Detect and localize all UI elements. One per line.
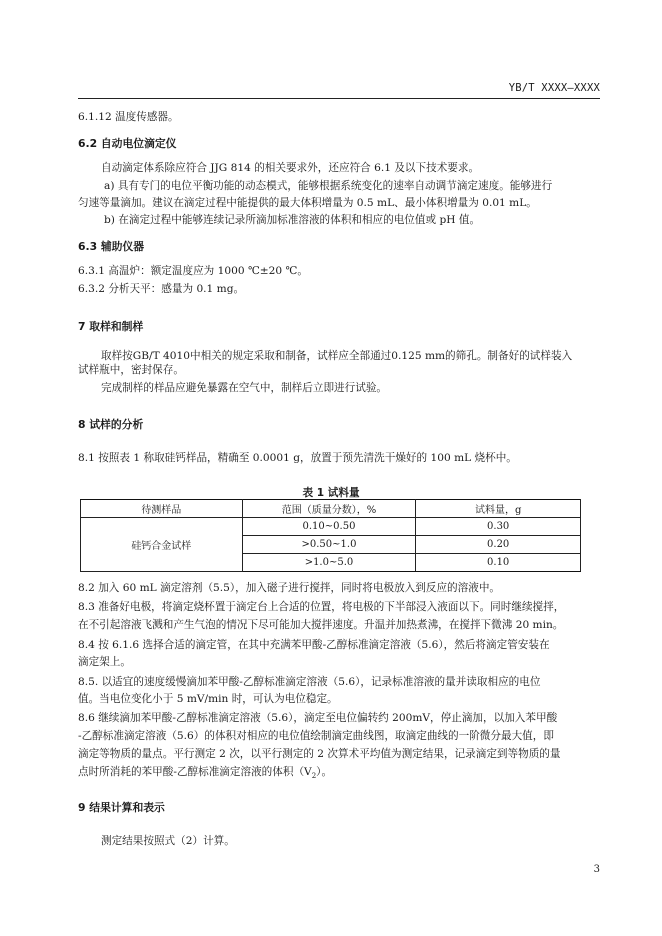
table-row (81, 518, 581, 536)
table-cell-range: >0.50~1.0 (242, 536, 416, 554)
clause-6-3-2: 6.3.2 分析天平：感量为 0.1 mg。 (78, 283, 245, 295)
table-header-mass: 试料量，g (416, 500, 581, 518)
table-cell-range: 0.10~0.50 (242, 518, 416, 536)
clause-8-3-line1: 8.3 准备好电极，将滴定烧杯置于滴定台上合适的位置，将电极的下半部浸入液面以下。同时继续搅拌， (78, 601, 565, 613)
standard-code-header: YB/T XXXX—XXXX (508, 82, 600, 94)
clause-8-6-close: ）。 (316, 766, 333, 778)
volume-subscript: 2 (311, 772, 317, 781)
table-cell-mass: 0.30 (416, 518, 581, 536)
clause-8-6-line2: -乙醇标准滴定溶液（5.6）的体积对相应的电位值绘制滴定曲线图，取滴定曲线的一阶微分最大值，即 (78, 730, 554, 742)
clause-8-4-line1: 8.4 按 6.1.6 选择合适的滴定管，在其中充满苯甲酸-乙醇标准滴定溶液（5.6），然后将滴定管安装在 (78, 639, 550, 651)
sample-mass-table (80, 499, 581, 572)
clause-8-6-text: 点时所消耗的苯甲酸-乙醇标准滴定溶液的体积（V (78, 766, 312, 778)
para-6-2-a-line1: a) 具有专门的电位平衡功能的动态模式，能够根据系统变化的速率自动调节滴定速度。能够进行 (104, 180, 553, 192)
para-7-line2: 试样瓶中，密封保存。 (78, 364, 184, 376)
heading-6-3: 6.3 辅助仪器 (78, 240, 145, 253)
table-cell-range: >1.0~5.0 (242, 554, 416, 572)
clause-8-5-line1: 8.5. 以适宜的速度缓慢滴加苯甲酸-乙醇标准滴定溶液（5.6），记录标准溶液的量并读取相应的电位 (78, 676, 541, 688)
clause-6-1-12: 6.1.12 温度传感器。 (78, 111, 179, 123)
header-rule (78, 98, 600, 99)
heading-7: 7 取样和制样 (78, 320, 144, 333)
clause-8-2: 8.2 加入 60 mL 滴定溶剂（5.5），加入磁子进行搅拌，同时将电极放入到反应的溶液中。 (78, 582, 501, 594)
table-cell-mass: 0.10 (416, 554, 581, 572)
para-9: 测定结果按照式（2）计算。 (101, 835, 235, 847)
heading-8: 8 试样的分析 (78, 418, 144, 431)
para-6-2-b: b) 在滴定过程中能够连续记录所滴加标准溶液的体积和相应的电位值或 pH 值。 (104, 214, 481, 226)
heading-6-2: 6.2 自动电位滴定仪 (78, 137, 177, 150)
table-header-sample: 待测样品 (81, 500, 243, 518)
clause-8-4-line2: 滴定架上。 (78, 656, 131, 668)
clause-8-6-line3: 滴定等物质的量点。平行测定 2 次，以平行测定的 2 次算术平均值为测定结果，记录滴定到等物质的量 (78, 748, 561, 760)
table-cell-mass: 0.20 (416, 536, 581, 554)
para-7-line1: 取样按GB/T 4010中相关的规定采取和制备，试样应全部通过0.125 mm的筛孔。制备好的试样装入 (101, 350, 573, 362)
para-6-2-a-line2: 匀速等量滴加。建议在滴定过程中能提供的最大体积增量为 0.5 mL、最小体积增量为 0.01 mL。 (78, 197, 537, 209)
clause-8-3-line2: 在不引起溶液飞溅和产生气泡的情况下尽可能加大搅拌速度。升温并加热煮沸，在搅拌下微沸 20 min。 (78, 619, 564, 631)
clause-6-3-1: 6.3.1 高温炉：额定温度应为 1000 ℃±20 ℃。 (78, 265, 308, 277)
table-cell-sample: 硅钙合金试样 (81, 518, 243, 572)
para-7-2: 完成制样的样品应避免暴露在空气中，制样后立即进行试验。 (101, 382, 388, 394)
clause-8-5-line2: 值。当电位变化小于 5 mV/min 时，可认为电位稳定。 (78, 693, 338, 705)
clause-8-6-line1: 8.6 继续滴加苯甲酸-乙醇标准滴定溶液（5.6），滴定至电位偏转约 200mV，停止滴加，以加入苯甲酸 (78, 712, 558, 724)
page-number: 3 (593, 864, 600, 875)
clause-8-6-line4 (78, 765, 600, 783)
clause-8-1: 8.1 按照表 1 称取硅钙样品，精确至 0.0001 g，放置于预先清洗干燥好的 100 mL 烧杯中。 (78, 452, 517, 464)
table-header-range: 范围（质量分数），% (242, 500, 416, 518)
heading-9: 9 结果计算和表示 (78, 801, 165, 814)
table-caption: 表 1 试料量 (302, 487, 360, 499)
para-6-2-intro: 自动滴定体系除应符合 JJG 814 的相关要求外，还应符合 6.1 及以下技术要求。 (101, 162, 480, 174)
